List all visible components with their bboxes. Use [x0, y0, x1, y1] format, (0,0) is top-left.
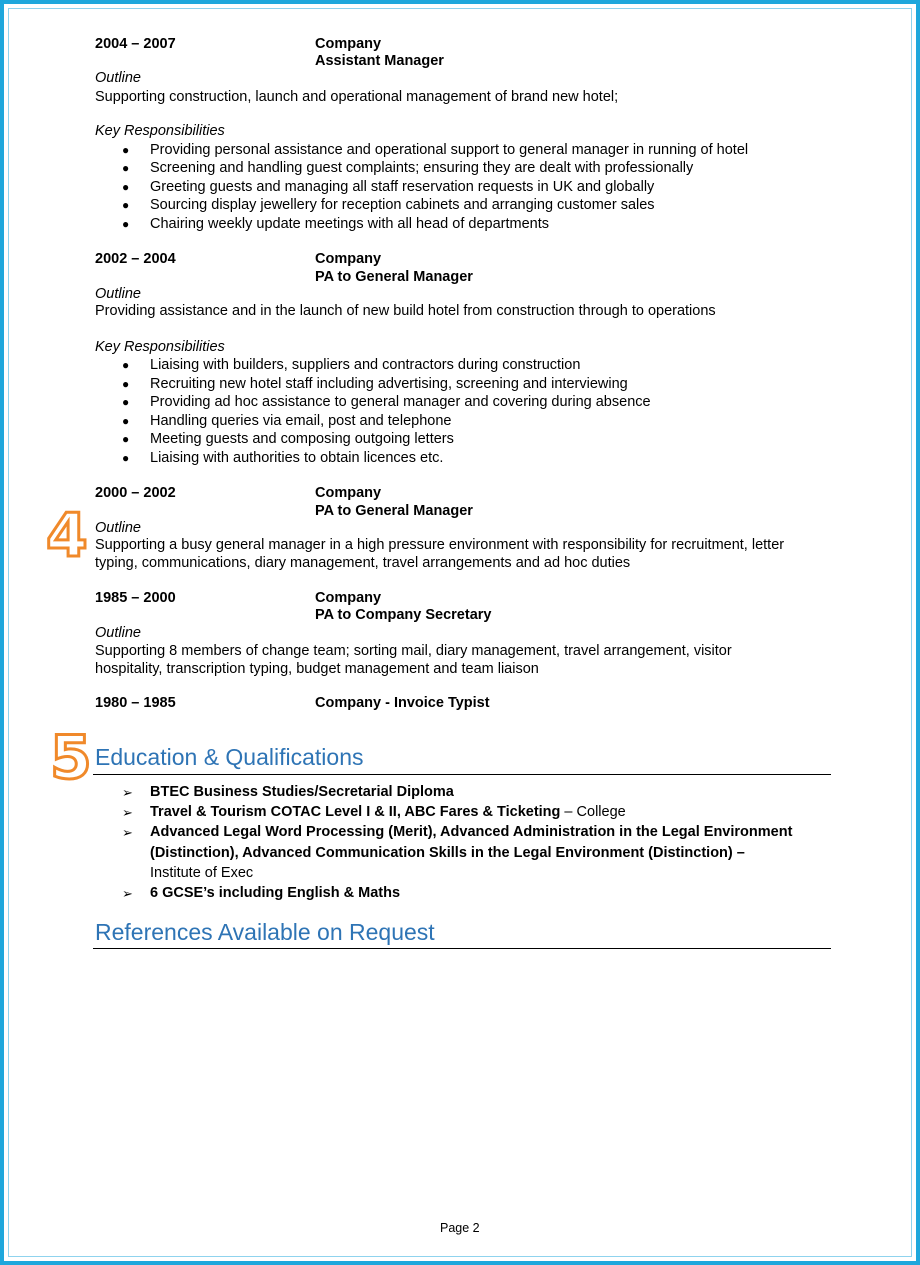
job-dates: 1985 – 2000: [95, 590, 176, 606]
job-title: PA to Company Secretary: [315, 607, 492, 623]
bullet-dot-icon: ●: [122, 217, 130, 231]
responsibility-item: Liaising with authorities to obtain licences etc.: [150, 450, 444, 466]
responsibility-item: Greeting guests and managing all staff reservation requests in UK and globally: [150, 179, 655, 195]
responsibilities-label: Key Responsibilities: [95, 339, 225, 355]
education-item-line: Advanced Legal Word Processing (Merit), Advanced Administration in the Legal Environment: [150, 824, 793, 840]
education-item: Travel & Tourism COTAC Level I & II, ABC Fares & Ticketing – College: [150, 804, 626, 820]
job-dates: 2004 – 2007: [95, 36, 176, 52]
responsibility-item: Sourcing display jewellery for reception cabinets and arranging customer sales: [150, 197, 655, 213]
bullet-dot-icon: ●: [122, 451, 130, 465]
responsibilities-label: Key Responsibilities: [95, 123, 225, 139]
job-title: Assistant Manager: [315, 53, 444, 69]
page-number: Page 2: [440, 1221, 480, 1235]
bullet-dot-icon: ●: [122, 180, 130, 194]
responsibility-item: Liaising with builders, suppliers and contractors during construction: [150, 357, 581, 373]
responsibility-item: Meeting guests and composing outgoing letters: [150, 431, 454, 447]
arrow-bullet-icon: ➢: [122, 805, 133, 820]
job-dates: 2002 – 2004: [95, 251, 176, 267]
outline-text: hospitality, transcription typing, budget management and team liaison: [95, 661, 539, 677]
bullet-dot-icon: ●: [122, 198, 130, 212]
job-company: Company: [315, 485, 382, 501]
section-heading-references: References Available on Request: [95, 919, 435, 945]
job-company: Company: [315, 590, 382, 606]
responsibility-item: Handling queries via email, post and telephone: [150, 413, 452, 429]
outline-label: Outline: [95, 625, 141, 641]
outline-text: Supporting construction, launch and operational management of brand new hotel;: [95, 89, 619, 105]
outline-label: Outline: [95, 286, 141, 302]
education-item: 6 GCSE’s including English & Maths: [150, 885, 401, 901]
outline-text: typing, communications, diary management, travel arrangements and ad hoc duties: [95, 555, 631, 571]
bullet-dot-icon: ●: [122, 161, 130, 175]
job-company-title: Company - Invoice Typist: [315, 695, 490, 711]
education-item: BTEC Business Studies/Secretarial Diploma: [150, 784, 454, 800]
bullet-dot-icon: ●: [122, 414, 130, 428]
section-divider: [93, 774, 831, 775]
outline-label: Outline: [95, 520, 141, 536]
bullet-dot-icon: ●: [122, 395, 130, 409]
outline-text: Providing assistance and in the launch of new build hotel from construction through to operations: [95, 303, 716, 319]
responsibility-item: Providing ad hoc assistance to general manager and covering during absence: [150, 394, 651, 410]
step-marker-5: 5: [50, 723, 92, 793]
section-heading-education: Education & Qualifications: [95, 744, 364, 770]
job-title: PA to General Manager: [315, 503, 473, 519]
job-company: Company: [315, 36, 382, 52]
job-dates: 1980 – 1985: [95, 695, 176, 711]
job-company: Company: [315, 251, 382, 267]
bullet-dot-icon: ●: [122, 377, 130, 391]
step-marker-4: 4: [46, 501, 88, 571]
bullet-dot-icon: ●: [122, 143, 130, 157]
responsibility-item: Recruiting new hotel staff including advertising, screening and interviewing: [150, 376, 628, 392]
responsibility-item: Chairing weekly update meetings with all head of departments: [150, 216, 549, 232]
responsibility-item: Screening and handling guest complaints; ensuring they are dealt with professionally: [150, 160, 694, 176]
bullet-dot-icon: ●: [122, 432, 130, 446]
outline-text: Supporting 8 members of change team; sorting mail, diary management, travel arrangement, visitor: [95, 643, 732, 659]
job-title: PA to General Manager: [315, 269, 473, 285]
arrow-bullet-icon: ➢: [122, 886, 133, 901]
outline-label: Outline: [95, 70, 141, 86]
responsibility-item: Providing personal assistance and operational support to general manager in running of hotel: [150, 142, 749, 158]
education-item-line: Institute of Exec: [150, 865, 254, 881]
job-dates: 2000 – 2002: [95, 485, 176, 501]
arrow-bullet-icon: ➢: [122, 825, 133, 840]
outline-text: Supporting a busy general manager in a high pressure environment with responsibility for recruitment, letter: [95, 537, 785, 553]
arrow-bullet-icon: ➢: [122, 785, 133, 800]
section-divider: [93, 948, 831, 949]
bullet-dot-icon: ●: [122, 358, 130, 372]
education-item-line: (Distinction), Advanced Communication Skills in the Legal Environment (Distinction) –: [150, 845, 745, 861]
